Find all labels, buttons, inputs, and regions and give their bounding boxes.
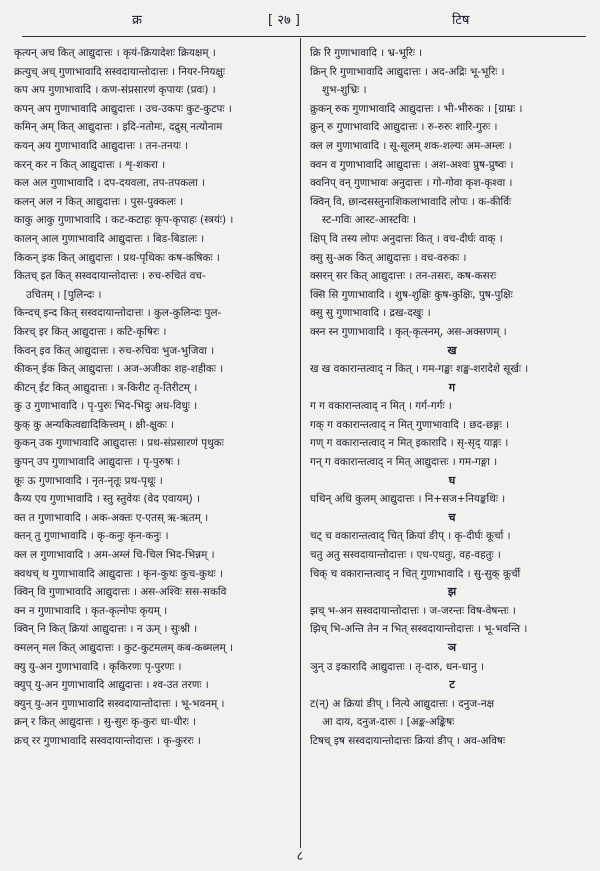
entry-line: क्वन व गुणाभावादि आद्युदात्तः । अश-अश्वः प्रुष-प्रुष्वः । xyxy=(310,158,514,171)
entry-line: क्रिन् रि गुणाभावादि आद्युदात्तः । अद-अद्रिः भू-भूरिः । xyxy=(310,65,505,78)
entry-line: उचितम् । [पुलिन्दः । xyxy=(26,288,102,301)
entry-line: ग ग वकारान्तत्वाद् न मित् । गर्ग-गर्गः । xyxy=(310,400,452,413)
entry-line: चिक् च वकारान्तत्वाद् न चित् गुणाभावादि । सु-सुक् कूर्ची xyxy=(310,567,521,580)
entry-line: क्यु यु-अन गुणाभावादि । कृकिरणः पृ-पुरणः । xyxy=(14,660,182,673)
header-left: क्र xyxy=(132,13,142,28)
entry-line: कपन् अप गुणाभावादि आद्युदात्तः । उच-उकपः कुट-कुटपः । xyxy=(14,102,232,115)
entry-line: ञुन् उ इकारादि आद्युदात्तः । तृ-दारु, धन-धानु । xyxy=(310,660,484,673)
entry-line: किकन् इक कित् आद्युदात्तः । प्रथ-पृथिकः कष-कषिकः । xyxy=(14,251,220,264)
entry-line: ख ख वकारान्तत्वाद् न कित् । गम-गङ्खः शङ्ख-शरादेशे सूर्खः । xyxy=(310,363,529,376)
entry-line: कैय्य एय गुणाभावादि । स्तु स्तुवेयः (वेद एवायम्) । xyxy=(14,493,200,506)
column-divider xyxy=(300,38,301,848)
entry-line: किरच् इर कित् आद्युदात्तः । कटि-कृषिरः । xyxy=(14,325,167,338)
entry-line: आ दाय, दनुज-दारुः । [अङ्क-अङ्किषः xyxy=(322,716,455,729)
entry-line: क्विन् वि, छान्दसस्तुनाशिकलाभावादि लोपः । क-कीर्विः xyxy=(310,195,512,208)
section-letter: घ xyxy=(448,473,456,487)
entry-line: गण् ग वकारान्तत्वाद् न मित् इकारादि । सृ-सृद् याङ्गः । xyxy=(310,437,509,450)
entry-line: स्ट-गविः आस्ट-आस्टविः । xyxy=(322,214,417,227)
entry-line: क्सु सु-अक कित् आद्युदात्तः । वच-वरुकः । xyxy=(310,251,467,264)
entry-line: काकु आकु गुणाभावादि । कट-कटाहः कृप-कृपाहः (स्त्रयंः) । xyxy=(14,214,234,227)
section-letter: ट xyxy=(449,678,455,692)
entry-line: क्सरन् सर कित् आद्युदात्तः । तन-तसरः, कष-कसरः xyxy=(310,270,497,283)
entry-line: क्न न गुणाभावादि । कृत-कृत्नोपः कृयम् । xyxy=(14,604,168,617)
entry-line: क्स्न स्न गुणाभावादि । कृत्-कृत्स्नम्, अस-अक्सणम् । xyxy=(310,325,507,338)
page-folio: ८ xyxy=(296,849,304,864)
header-page-number: [ २७ ] xyxy=(268,13,300,28)
entry-line: कयन् अय गुणाभावादि आद्युदात्तः । तन-तनयः । xyxy=(14,139,189,152)
entry-line: कालन् आल गुणाभावादि आद्युदात्तः । बिड-बिडालः । xyxy=(14,232,205,245)
entry-line: किन्दच् इन्द कित् सस्वदायान्तोदात्तः । कुल-कुलिन्दः पुल- xyxy=(14,307,222,320)
entry-line: कुकन् उक गुणाभावादि आद्युदात्तः । प्रथ-संप्रसारणं पृथुकः xyxy=(14,437,224,450)
entry-line: चट् च वकारान्तत्वाद् चित् क्रियां ङीप् । कृ-दीर्घः कूर्चा । xyxy=(310,530,511,543)
entry-line: क्रच् रर गुणाभावादि सस्वदायान्तोदात्तः । कृ-कुररः । xyxy=(14,734,201,747)
entry-line: कल अल गुणाभावादि । दप-दयवला, तप-तपकला । xyxy=(14,177,206,190)
entry-line: कुक् कु अन्यकित्वद्यादिकित्त्वम् । क्षी-क्षुकः । xyxy=(14,418,175,431)
entry-line: झिच् भि-अन्ति तेन न भित् सस्वदायान्तोदात्तः । भू-भवन्ति । xyxy=(310,623,528,636)
section-letter: ख xyxy=(447,343,457,357)
entry-line: झच् भ-अन सस्वदायान्तोदात्तः । ज-जरन्तः विष-वेषन्तः । xyxy=(310,604,516,617)
entry-line: क्विन् वि गुणाभावादि आद्युदात्तः । अस-अश्विः सस-सकवि xyxy=(14,586,227,599)
entry-line: क्रत्युच् अच् गुणाभावादि सस्वदायान्तोदात्तः । नियर-नियक्षुः xyxy=(14,65,225,78)
section-letter: ञ xyxy=(447,641,457,654)
entry-line: गन् ग वकारान्तत्वाद् न मित् आद्युदात्तः । गम-गङ्गा । xyxy=(310,456,498,469)
entry-line: क्युप् यु-अन गुणाभावादि आद्युदात्तः । श्व-उत तरणः । xyxy=(14,679,209,692)
running-header xyxy=(0,10,600,32)
entry-line: किवन् इव कित् आद्युदात्तः । रुच-रुचिवः भुज-भुजिवा । xyxy=(14,344,215,357)
entry-line: क्ल ल गुणाभावादि । सू-सूलम् शक-शल्यः अम-अम्लः । xyxy=(310,139,512,152)
entry-line: क्सु सु गुणाभावादि । द्रख-दखुः । xyxy=(310,307,431,320)
section-letter: झ xyxy=(447,585,457,599)
entry-line: क्रुन् रु गुणाभावादि आद्युदात्तः । रु-रुरुः शारि-गुरुः । xyxy=(310,121,498,134)
entry-line: चतु अतु सस्वदायान्तोदात्तः । एध-एधतुः, वह-वहतुः । xyxy=(310,549,501,562)
entry-line: शुभ-शुभ्रिः । xyxy=(322,84,367,97)
entry-line: क्सि सि गुणाभावादि । शुष-शुक्षिः कुष-कुक्षिः, पुष-पुक्षिः xyxy=(310,288,513,301)
entry-line: कितच् इत कित् सस्वदायान्तोदात्तः । रुच-रुचितं वच- xyxy=(14,270,206,283)
header-right: टिष xyxy=(452,13,470,28)
entry-line: क्ल ल गुणाभावादि । अम-अम्लं चि-चिल भिद-भिन्नम् । xyxy=(14,549,215,562)
header-rule xyxy=(22,36,586,37)
entry-line: क्वनिप् वन् गुणाभावः अनुदात्तः । गो-गोवा कृश-कृश्वा । xyxy=(310,177,513,190)
left-column xyxy=(14,44,298,846)
entry-line: क्रन् र कित् आद्युदात्तः । सु-सुरः कृ-कुरः धा-धीरः । xyxy=(14,716,197,729)
entry-line: कु उ गुणाभावादि । पृ-पुरुः भिद-भिदुः अध-विधुः । xyxy=(14,400,198,413)
entry-line: क्रुकन् रुक गुणाभावादि आद्युदात्तः । भी-भीरुकः । [ग्राम्रः । xyxy=(310,102,523,115)
entry-line: कूः ऊ गुणाभावादि । नृत-नृतूः प्रथ-पृथूः । xyxy=(14,474,163,487)
entry-line: क्युन् यु-अन गुणाभावादि सस्वदायान्तोदात्तः । भू-भवनम् । xyxy=(14,697,225,710)
entry-line: घथिन् अथि कुलम् आद्युदात्तः । नि+सज+नियङ्कथिः । xyxy=(310,493,506,506)
right-column xyxy=(310,44,594,846)
entry-line: क्त त गुणाभावादि । अक-अक्तः ए-एतस् ऋ-ऋतम् । xyxy=(14,511,209,524)
entry-line: करन् कर न कित् आद्युदात्तः । शृ-शकरा । xyxy=(14,158,166,171)
entry-line: क्षिप् वि तस्य लोपः अनुदात्तः कित् । वच-दीर्घः वाक् । xyxy=(310,232,503,245)
entry-line: कीटन् ईट कित् आद्युदात्तः । त्र-किरीट तृ-तिरीटम् । xyxy=(14,381,198,394)
entry-line: गक् ग वकारान्तत्वाद् न मित् गुणाभावादि । छद-छङ्गः । xyxy=(310,418,510,431)
section-letter: च xyxy=(448,510,456,524)
entry-line: क्रि रि गुणाभावादि । भ्र-भूरिः । xyxy=(310,47,423,59)
entry-line: क्विन् नि कित् क्रियां आद्युदात्तः । न ऊम् । सुःश्नी । xyxy=(14,623,198,636)
entry-line: टिषच् इष सस्वदायान्तोदात्तः क्रियां ङीप् । अव-अविषः xyxy=(310,734,506,747)
entry-line: कमिन् अम् कित् आद्युदात्तः । इदि-नतोमः, दद्रुस् नत्योनाम xyxy=(14,121,223,134)
entry-line: कीकन् ईक कित् आद्युदात्तः । अज-अजीकः शह-शहीकः । xyxy=(14,363,224,376)
entry-line: ट(न्) अ क्रियां ङीप् । नित्ये आद्युदात्तः । दनुज-नक्ष xyxy=(310,697,495,710)
section-letter: ग xyxy=(448,380,456,394)
entry-line: कप अप गुणाभावादि । कण-संप्रसारणं कृपायः (प्रवः) । xyxy=(14,84,216,97)
entry-line: क्मलन् मल कित् आद्युदात्तः । कुट-कुटमलम् कब-कब्मलम् । xyxy=(14,642,233,654)
entry-line: क्वथच् थ गुणाभावादि आद्युदात्तः । कृन-कुथः कुच-कुथः । xyxy=(14,567,223,580)
entry-line: कुपन् उप गुणाभावादि आद्युदात्तः । पृ-पुरुषः । xyxy=(14,456,181,469)
entry-line: कृत्यन् अच कित् आद्युदात्तः । कृयं-क्रियादेशः क्रियक्षम् । xyxy=(14,47,216,59)
entry-line: कलन् अल न कित् आद्युदात्तः । पुस-पुक्कलः । xyxy=(14,195,184,208)
entry-line: क्तन् तु गुणाभावादि । कृ-कनुः कृन-कनुः । xyxy=(14,530,169,543)
